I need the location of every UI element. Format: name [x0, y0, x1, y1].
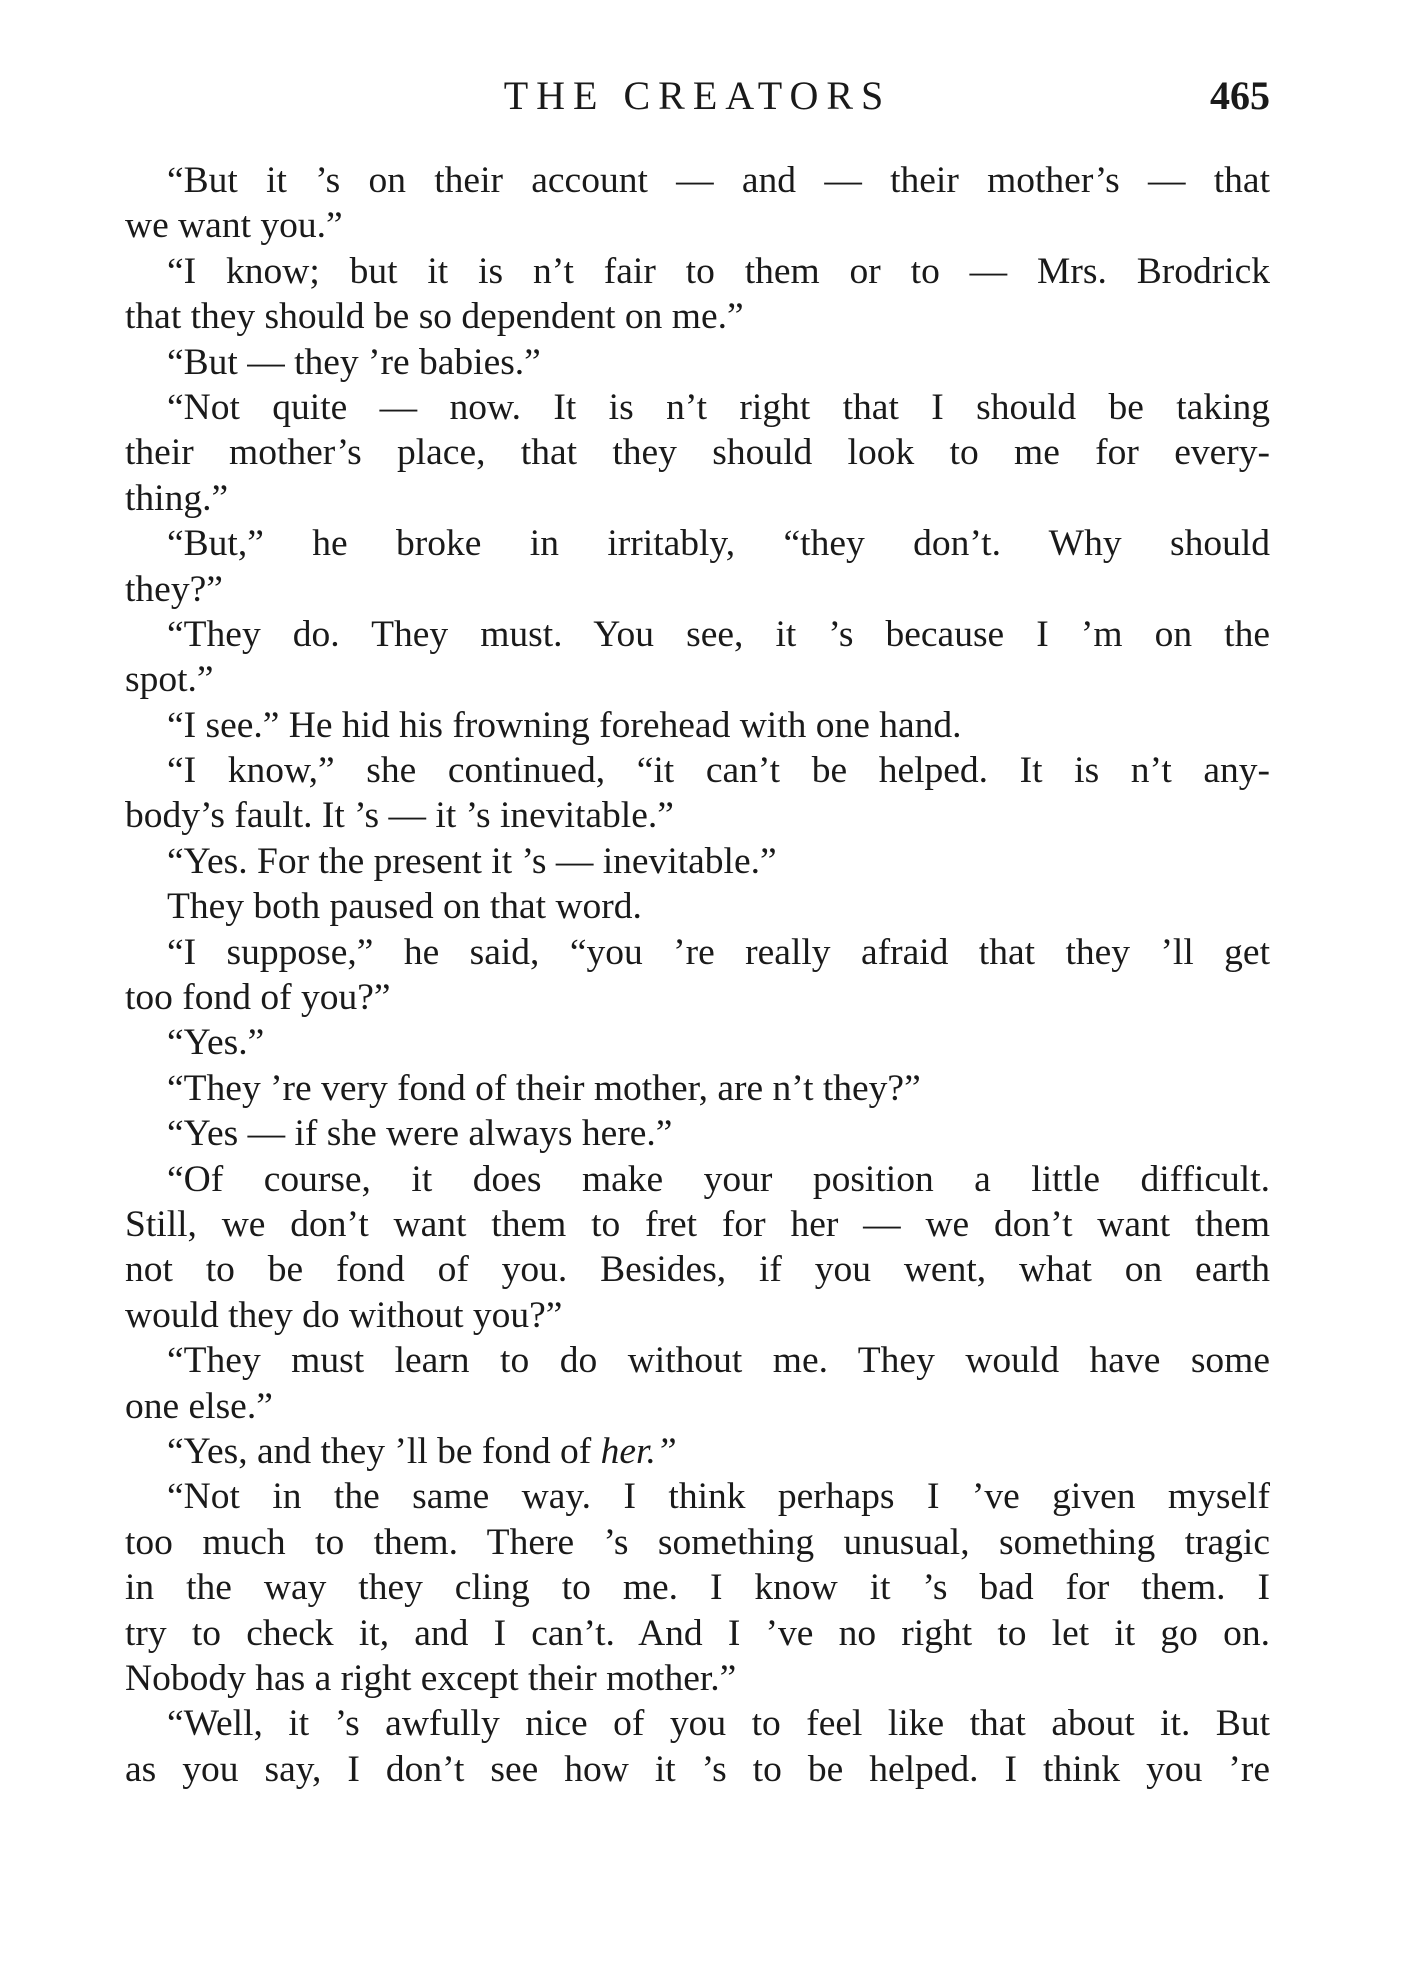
text-line — [125, 567, 1270, 612]
text-line — [125, 884, 1270, 929]
text-line — [125, 158, 1270, 203]
text-line — [125, 476, 1270, 521]
text-line — [125, 1066, 1270, 1111]
italic-word: her.” — [600, 1430, 677, 1472]
text-line — [125, 1111, 1270, 1156]
text-line-content: “I know,” she continued, “it can’t be helped. It is n’t any- — [167, 750, 1270, 792]
text-line — [125, 975, 1270, 1020]
text-line-content: “Of course, it does make your position a little difficult. — [167, 1158, 1270, 1200]
text-line-content: too fond of you?” — [125, 977, 391, 1019]
text-line-content: “Not quite — now. It is n’t right that I should be taking — [167, 386, 1270, 428]
text-line — [125, 839, 1270, 884]
text-line-content: They both paused on that word. — [167, 886, 642, 928]
text-line — [125, 1611, 1270, 1656]
text-line-content: thing.” — [125, 477, 229, 519]
text-line-content: spot.” — [125, 659, 214, 701]
text-line-content: one else.” — [125, 1385, 273, 1427]
text-line — [125, 1202, 1270, 1247]
text-line-content: “They do. They must. You see, it ’s because I ’m on the — [167, 613, 1270, 655]
text-line-content: try to check it, and I can’t. And I ’ve no right to let it go on. — [125, 1612, 1270, 1654]
text-line-content: “But it ’s on their account — and — their mother’s — that — [167, 160, 1270, 201]
text-line — [125, 1474, 1270, 1519]
text-line-content: as you say, I don’t see how it ’s to be helped. I think you ’re — [125, 1748, 1270, 1790]
text-line — [125, 1338, 1270, 1383]
text-line-content: we want you.” — [125, 205, 343, 247]
running-title: THE CREATORS — [503, 73, 892, 118]
page-number: 465 — [1210, 73, 1270, 118]
text-line — [125, 748, 1270, 793]
text-line-content: “Not in the same way. I think perhaps I ’ve given myself — [167, 1476, 1270, 1518]
text-line-content: “They ’re very fond of their mother, are n’t they?” — [167, 1067, 921, 1109]
text-line — [125, 703, 1270, 748]
text-line — [125, 249, 1270, 294]
text-line — [125, 1293, 1270, 1338]
text-line-content: “I know; but it is n’t fair to them or to — Mrs. Brodrick — [167, 250, 1270, 292]
text-line — [125, 385, 1270, 430]
text-line-content: in the way they cling to me. I know it ’s bad for them. I — [125, 1567, 1270, 1609]
text-line-content: “Well, it ’s awfully nice of you to feel like that about it. But — [167, 1703, 1270, 1745]
text-line — [125, 1429, 1270, 1474]
text-line — [125, 612, 1270, 657]
text-line-content: “Yes.” — [167, 1022, 265, 1064]
text-line — [125, 430, 1270, 475]
body-text — [125, 158, 1270, 1792]
text-line-content: too much to them. There ’s something unusual, something tragic — [125, 1521, 1270, 1563]
text-line — [125, 1247, 1270, 1292]
page-header — [125, 72, 1270, 128]
text-line-content: “I see.” He hid his frowning forehead with one hand. — [167, 704, 962, 746]
text-line-content: their mother’s place, that they should look to me for every- — [125, 432, 1270, 474]
text-line — [125, 1384, 1270, 1429]
text-line-content: “But — they ’re babies.” — [167, 341, 541, 383]
text-line — [125, 1157, 1270, 1202]
text-line-content: not to be fond of you. Besides, if you went, what on earth — [125, 1249, 1270, 1291]
text-line — [125, 1020, 1270, 1065]
text-line — [125, 521, 1270, 566]
text-line-content: “Yes. For the present it ’s — inevitable.” — [167, 840, 777, 882]
text-line-content: “Yes — if she were always here.” — [167, 1113, 673, 1155]
text-line-content: “Yes, and they ’ll be fond of — [167, 1430, 601, 1472]
text-line-content: Nobody has a right except their mother.” — [125, 1657, 737, 1699]
text-line-content: body’s fault. It ’s — it ’s inevitable.” — [125, 795, 674, 837]
text-line — [125, 1701, 1270, 1746]
text-line — [125, 657, 1270, 702]
text-line — [125, 1656, 1270, 1701]
text-line-content: “I suppose,” he said, “you ’re really afraid that they ’ll get — [167, 931, 1270, 973]
text-line — [125, 203, 1270, 248]
text-line — [125, 1747, 1270, 1792]
text-line-content: would they do without you?” — [125, 1294, 563, 1336]
text-line — [125, 930, 1270, 975]
text-line — [125, 294, 1270, 339]
text-line-content: “They must learn to do without me. They would have some — [167, 1340, 1270, 1382]
text-line-content: Still, we don’t want them to fret for her — we don’t want them — [125, 1203, 1270, 1245]
text-line — [125, 1565, 1270, 1610]
text-line-content: “But,” he broke in irritably, “they don’t. Why should — [167, 523, 1270, 565]
text-line — [125, 793, 1270, 838]
text-line — [125, 1520, 1270, 1565]
text-line — [125, 340, 1270, 385]
text-line-content: they?” — [125, 568, 223, 610]
text-line-content: that they should be so dependent on me.” — [125, 296, 744, 338]
